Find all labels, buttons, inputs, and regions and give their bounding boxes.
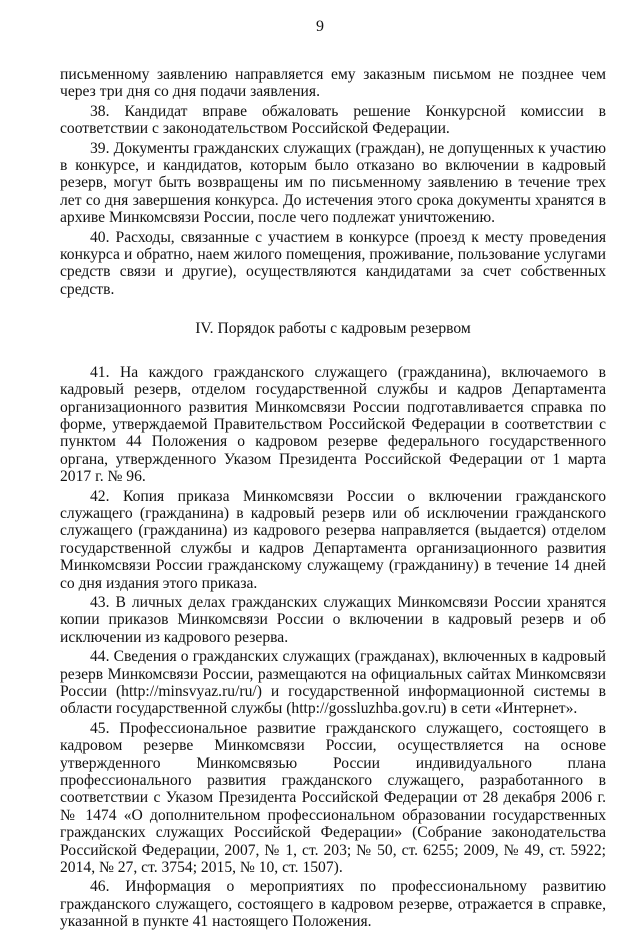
document-body [60, 66, 606, 933]
paragraph-46: 46. Информация о мероприятиях по профессиональному развитию гражданского служащего, состоящего в кадровом резерве, отражается в справке, указанной в пункте 41 настоящего Положения. [60, 878, 606, 931]
page-number: 9 [316, 18, 324, 35]
paragraph-39: 39. Документы гражданских служащих (граждан), не допущенных к участию в конкурсе, и кандидатов, которым было отказано во включении в кадровый резерв, могут быть возвращены им по письменному заявлению в течение трех лет со дня завершения конкурса. До истечения этого срока документы хранятся в архиве Минкомсвязи России, после чего подлежат уничтожению. [60, 139, 606, 227]
paragraph-continuation: письменному заявлению направляется ему заказным письмом не позднее чем через три дня со дня подачи заявления. [60, 66, 606, 101]
paragraph-41: 41. На каждого гражданского служащего (гражданина), включаемого в кадровый резерв, отделом государственной службы и кадров Департамента организационного развития Минкомсвязи России подготавливается справка по форме, утверждаемой Правительством Российской Федерации в соответствии с пунктом 44 Положения о кадровом резерве федерального государственного органа, утвержденного Указом Президента Российской Федерации от 1 марта 2017 г. № 96. [60, 363, 606, 486]
paragraph-38: 38. Кандидат вправе обжаловать решение Конкурсной комиссии в соответствии с законодательством Российской Федерации. [60, 102, 606, 138]
paragraph-45: 45. Профессиональное развитие гражданского служащего, состоящего в кадровом резерве Минкомсвязи России, осуществляется на основе утвержденного Минкомсвязью России индивидуального плана профессионального развития гражданского служащего, разработанного в соответствии с Указом Президента Российской Федерации от 28 декабря 2006 г. № 1474 «О дополнительном профессиональном образовании государственных гражданских служащих Российской Федерации» (Собрание законодательства Российской Федерации, 2007, № 1, ст. 203; № 50, ст. 6255; 2009, № 49, ст. 5922; 2014, № 27, ст. 3754; 2015, № 10, ст. 1507). [60, 719, 606, 877]
paragraph-43: 43. В личных делах гражданских служащих Минкомсвязи России хранятся копии приказов Минкомсвязи России о включении в кадровый резерв и об исключении из кадрового резерва. [60, 593, 606, 646]
paragraph-44: 44. Сведения о гражданских служащих (гражданах), включенных в кадровый резерв Минкомсвязи России, размещаются на официальных сайтах Минкомсвязи России (http://minsvyaz.ru/ru/) и государственной информационной системы в области государственной службы (http://gossluzhba.gov.ru) в сети «Интернет». [60, 648, 606, 718]
section-heading: IV. Порядок работы с кадровым резервом [195, 320, 471, 338]
paragraph-40: 40. Расходы, связанные с участием в конкурсе (проезд к месту проведения конкурса и обратно, наем жилого помещения, проживание, пользование услугами средств связи и другие), осуществляются кандидатами за счет собственных средств. [60, 228, 606, 298]
paragraph-42: 42. Копия приказа Минкомсвязи России о включении гражданского служащего (гражданина) в кадровый резерв или об исключении гражданского служащего (гражданина) из кадрового резерва направляется (выдается) отделом государственной службы и кадров Департамента организационного развития Минкомсвязи России гражданскому служащему (гражданину) в течение 14 дней со дня издания этого приказа. [60, 487, 606, 592]
